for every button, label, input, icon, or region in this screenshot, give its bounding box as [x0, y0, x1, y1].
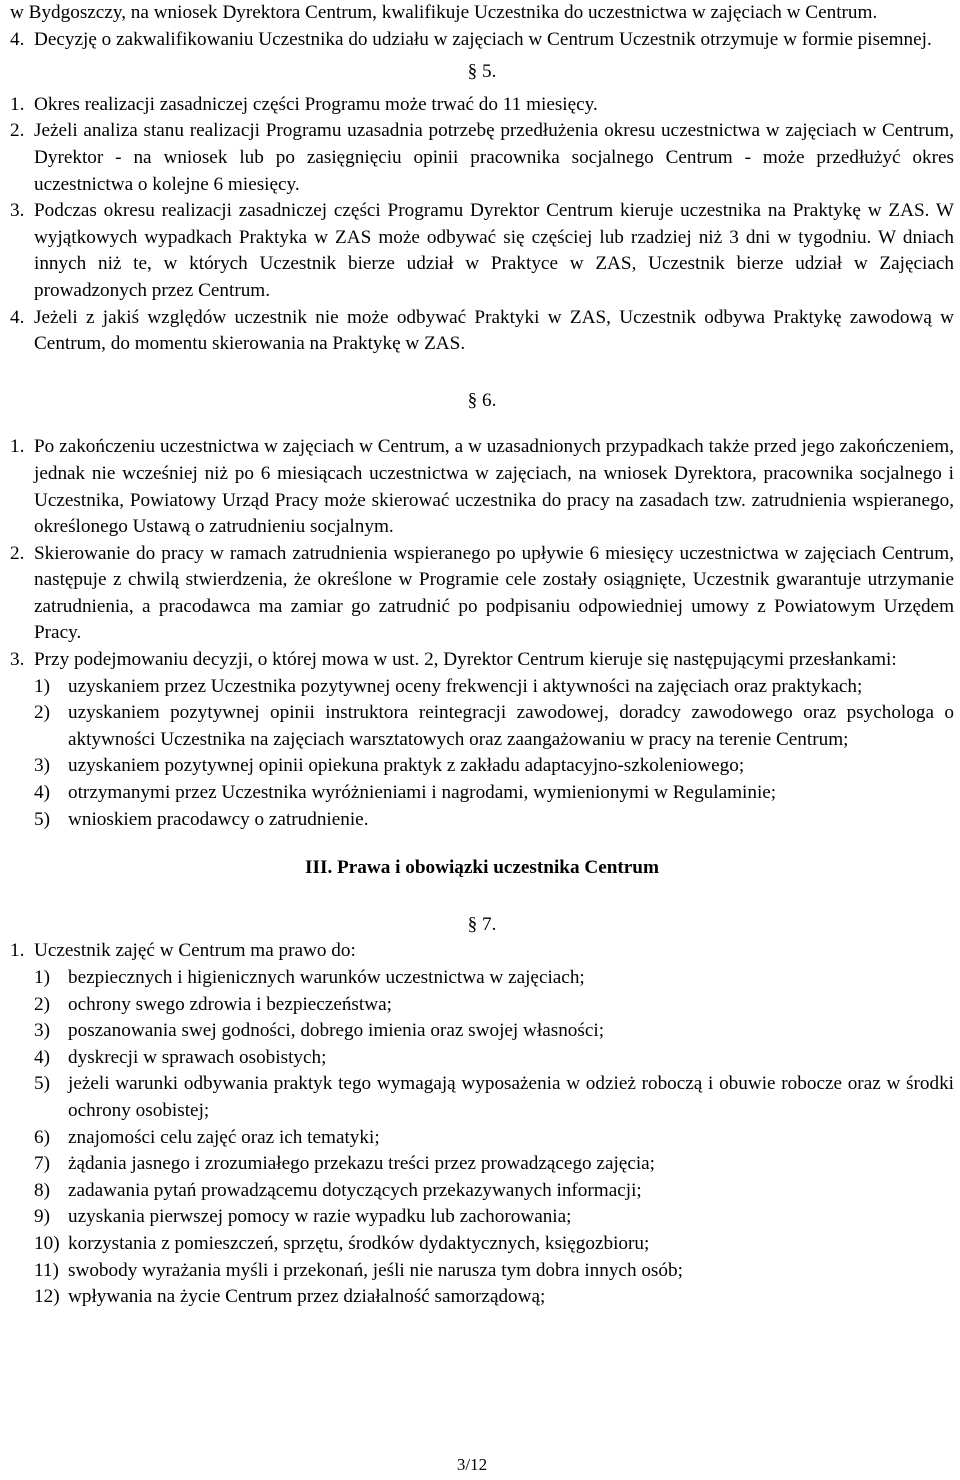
- section-7-subitem: [10, 1204, 954, 1231]
- section-6-item: [10, 541, 954, 647]
- section-title-5: § 5.: [467, 61, 497, 83]
- subitem-number: 1): [34, 675, 50, 697]
- subitem-number: 12): [34, 1286, 60, 1308]
- subitem-text: uzyskania pierwszej pomocy w razie wypadku lub zachorowania;: [68, 1206, 572, 1228]
- item-text: Podczas okresu realizacji zasadniczej części Programu Dyrektor Centrum kieruje uczestnika na Praktykę w ZAS. W wyjątkowych wypadkach Praktyka w ZAS może odbywać się częściej lub rzadziej niż 3 dni w tygodniu. W dniach innych niż te, w których Uczestnik bierze udział w Praktyce w ZAS, Uczestnik bierze udział w Zajęciach prowadzonych przez Centrum.: [34, 200, 954, 301]
- subitem-text: dyskrecji w sprawach osobistych;: [68, 1046, 327, 1068]
- item-number: 4.: [10, 306, 25, 328]
- subitem-text: jeżeli warunki odbywania praktyk tego wymagają wyposażenia w odzież roboczą i obuwie robocze oraz w środki ochrony osobistej;: [68, 1073, 954, 1121]
- subitem-text: otrzymanymi przez Uczestnika wyróżnieniami i nagrodami, wymienionymi w Regulaminie;: [68, 782, 777, 804]
- section-7-item: [10, 938, 954, 965]
- item-number: 2.: [10, 542, 25, 564]
- subitem-number: 3): [34, 1020, 50, 1042]
- section-7-subitem: [10, 1258, 954, 1285]
- section-6-subitem: [10, 780, 954, 807]
- intro-item-4: [10, 27, 954, 54]
- section-6-subitem: [10, 753, 954, 780]
- subitem-number: 4): [34, 1046, 50, 1068]
- subitem-number: 5): [34, 1073, 50, 1095]
- section-5-items: [10, 92, 954, 358]
- subitem-number: 4): [34, 782, 50, 804]
- section-7-subitem: [10, 965, 954, 992]
- chapter-heading: III. Prawa i obowiązki uczestnika Centrum: [305, 857, 659, 879]
- subitem-text: bezpiecznych i higienicznych warunków uczestnictwa w zajęciach;: [68, 967, 585, 988]
- subitem-text: zadawania pytań prowadzącemu dotyczących przekazywanych informacji;: [68, 1179, 642, 1201]
- item-number: 1.: [10, 940, 25, 962]
- section-6-subitem: [10, 807, 954, 834]
- section-7-subitem: [10, 1125, 954, 1152]
- subitem-number: 6): [34, 1126, 50, 1148]
- section-title-6: § 6.: [467, 389, 497, 411]
- subitem-text: uzyskaniem przez Uczestnika pozytywnej oceny frekwencji i aktywności na zajęciach oraz praktykach;: [68, 675, 863, 697]
- section-title-7: § 7.: [467, 913, 497, 935]
- subitem-text: wpływania na życie Centrum przez działalność samorządową;: [68, 1286, 546, 1308]
- subitem-number: 3): [34, 755, 50, 777]
- subitem-number: 8): [34, 1179, 50, 1201]
- subitem-number: 1): [34, 967, 50, 988]
- section-6-item: [10, 434, 954, 540]
- item-number: 1.: [10, 93, 25, 115]
- section-7-subitem: [10, 1284, 954, 1311]
- item-text: Po zakończeniu uczestnictwa w zajęciach w Centrum, a w uzasadnionych przypadkach także przed jego zakończeniem, jednak nie wcześniej niż po 6 miesiącach uczestnictwa w zajęciach, na wniosek Dyrektora, pracownika socjalnego i Uczestnika, Powiatowy Urząd Pracy może skierować uczestnika do pracy na zasadach tzw. zatrudnienia wspieranego, określonego Ustawą o zatrudnieniu socjalnym.: [34, 436, 954, 538]
- subitem-text: ochrony swego zdrowia i bezpieczeństwa;: [68, 993, 392, 1015]
- item-text: Skierowanie do pracy w ramach zatrudnienia wspieranego po upływie 6 miesięcy uczestnictwa w zajęciach Centrum, następuje z chwilą stwierdzenia, że określone w Programie cele zostały osiągnięte, Uczestnik gwarantuje utrzymanie zatrudnienia, a pracodawca ma zamiar go zatrudnić po podpisaniu odpowiedniej umowy z Powiatowym Urzędem Pracy.: [34, 542, 954, 644]
- document-page: [10, 0, 954, 1311]
- section-7-subitem: [10, 1151, 954, 1178]
- item-number: 3.: [10, 649, 25, 671]
- section-6-items: [10, 434, 954, 833]
- subitem-number: 2): [34, 702, 50, 724]
- section-7-subitem: [10, 1071, 954, 1124]
- subitem-text: wnioskiem pracodawcy o zatrudnienie.: [68, 808, 369, 830]
- section-7-subitem: [10, 1018, 954, 1045]
- subitem-text: korzystania z pomieszczeń, sprzętu, środków dydaktycznych, księgozbioru;: [68, 1232, 650, 1254]
- item-text: Uczestnik zajęć w Centrum ma prawo do:: [34, 940, 356, 962]
- subitem-number: 9): [34, 1206, 50, 1228]
- subitem-number: 10): [34, 1232, 60, 1254]
- item-text: Jeżeli z jakiś względów uczestnik nie może odbywać Praktyki w ZAS, Uczestnik odbywa Praktykę zawodową w Centrum, do momentu skierowania na Praktykę w ZAS.: [34, 306, 954, 355]
- section-6-subitem: [10, 674, 954, 701]
- subitem-number: 11): [34, 1259, 59, 1281]
- item-text: Decyzję o zakwalifikowaniu Uczestnika do udziału w zajęciach w Centrum Uczestnik otrzymuje w formie pisemnej.: [34, 28, 932, 50]
- section-5-item: [10, 118, 954, 198]
- section-6-subitem: [10, 700, 954, 753]
- item-text: Przy podejmowaniu decyzji, o której mowa w ust. 2, Dyrektor Centrum kieruje się następującymi przesłankami:: [34, 649, 897, 671]
- section-7-subitem: [10, 1178, 954, 1205]
- subitem-number: 5): [34, 808, 50, 830]
- subitem-text: uzyskaniem pozytywnej opinii opiekuna praktyk z zakładu adaptacyjno-szkoleniowego;: [68, 755, 745, 777]
- page-number: 3/12: [456, 1455, 488, 1474]
- section-7-subitem: [10, 1045, 954, 1072]
- section-7-subitem: [10, 1231, 954, 1258]
- subitem-text: znajomości celu zajęć oraz ich tematyki;: [68, 1126, 380, 1148]
- section-5-item: [10, 305, 954, 358]
- subitem-number: 2): [34, 993, 50, 1015]
- intro-continuation: w Bydgoszczy, na wniosek Dyrektora Centrum, kwalifikuje Uczestnika do uczestnictwa w zajęciach w Centrum.: [10, 2, 878, 23]
- item-number: 4.: [10, 28, 25, 50]
- section-5-item: [10, 198, 954, 304]
- item-number: 3.: [10, 200, 25, 222]
- section-7-subitem: [10, 992, 954, 1019]
- subitem-number: 7): [34, 1153, 50, 1175]
- item-number: 2.: [10, 120, 25, 142]
- section-7-items: [10, 938, 954, 1310]
- subitem-text: żądania jasnego i zrozumiałego przekazu treści przez prowadzącego zajęcia;: [68, 1153, 656, 1175]
- subitem-text: swobody wyrażania myśli i przekonań, jeśli nie narusza tym dobra innych osób;: [68, 1259, 683, 1281]
- item-number: 1.: [10, 436, 25, 458]
- subitem-text: uzyskaniem pozytywnej opinii instruktora reintegracji zawodowej, doradcy zawodowego oraz psychologa o aktywności Uczestnika na zajęciach warsztatowych oraz zaangażowaniu w pracy na terenie Centrum;: [68, 702, 954, 750]
- section-5-item: [10, 92, 954, 119]
- item-text: Okres realizacji zasadniczej części Programu może trwać do 11 miesięcy.: [34, 93, 598, 115]
- item-text: Jeżeli analiza stanu realizacji Programu uzasadnia potrzebę przedłużenia okresu uczestnictwa w zajęciach w Centrum, Dyrektor - na wniosek lub po zasięgnięciu opinii pracownika socjalnego Centrum - może przedłużyć okres uczestnictwa o kolejne 6 miesięcy.: [34, 120, 954, 195]
- section-6-item: [10, 647, 954, 674]
- intro-block: [10, 0, 954, 53]
- subitem-text: poszanowania swej godności, dobrego imienia oraz swojej własności;: [68, 1020, 605, 1042]
